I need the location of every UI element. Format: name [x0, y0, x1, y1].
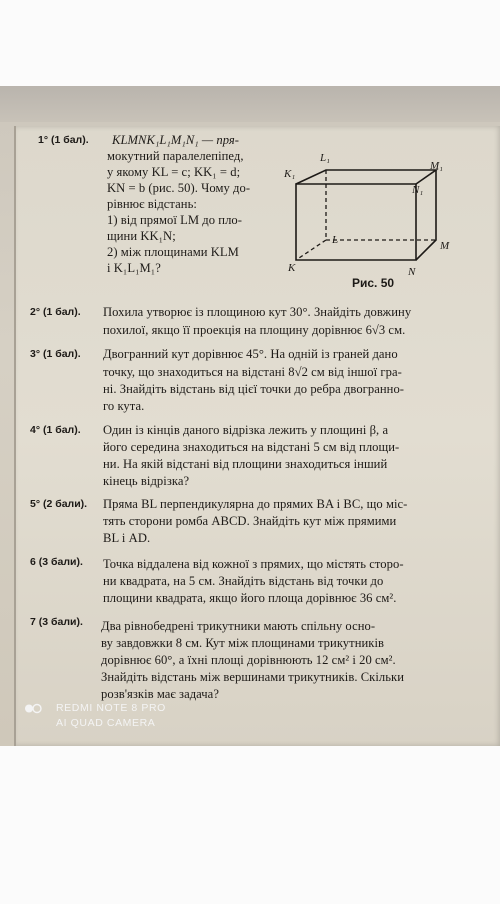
problem-3-line-4: го кута.	[103, 399, 145, 413]
problem-1-line-5: рівнює відстань:	[107, 197, 197, 211]
problem-7-line-5: розв'язків має задача?	[101, 687, 219, 701]
problem-3-line-2: точку, що знаходиться на відстані 8√2 см від іншої гра-	[103, 365, 402, 379]
problem-5-line-3: BL і AD.	[103, 531, 151, 545]
problem-1-line-2: мокутний паралелепіпед,	[107, 149, 244, 163]
problem-6-line-3: площини квадрата, якщо його площа дорівнює 36 см².	[103, 591, 397, 605]
problem-7-line-1: Два рівнобедрені трикутники мають спільну осно-	[101, 619, 376, 633]
figure-label-M: M	[440, 240, 450, 252]
figure-label-L: L	[332, 234, 339, 246]
figure-label-K: K	[288, 262, 296, 274]
problem-1-line-4: KN = b (рис. 50). Чому до-	[107, 181, 251, 195]
figure-label-L1: L₁	[320, 152, 330, 164]
problem-1-line-7: щини KK₁N;	[107, 229, 176, 243]
problem-3-line-3: ні. Знайдіть відстань від цієї точки до ребра двогранно-	[103, 382, 405, 396]
problem-1-line-3: у якому KL = c; KK₁ = d;	[107, 165, 241, 179]
problem-7-line-3: дорівнює 60°, а їхні площі дорівнюють 12 см² і 20 см².	[101, 653, 396, 667]
photo-top-edge	[0, 86, 500, 122]
problem-3-number: 3° (1 бал).	[30, 348, 81, 360]
problem-1-line-1: KLMNK₁L₁M₁N₁ — пря-	[112, 133, 240, 147]
problem-1-line-9: і K₁L₁M₁?	[107, 261, 161, 275]
problem-4-line-3: ни. На якій відстані від площини знаходиться інший	[103, 457, 388, 471]
problem-2-number: 2° (1 бал).	[30, 306, 81, 318]
problem-5-line-2: тять сторони ромба ABCD. Знайдіть кут між прямими	[103, 514, 397, 528]
watermark-line-2: AI QUAD CAMERA	[56, 717, 156, 729]
problem-4-line-4: кінець відрізка?	[103, 474, 190, 488]
watermark-line-1: REDMI NOTE 8 PRO	[56, 702, 166, 714]
problem-4-number: 4° (1 бал).	[30, 424, 81, 436]
problem-5-number: 5° (2 бали).	[30, 498, 88, 510]
problem-1-number: 1° (1 бал).	[38, 134, 89, 146]
problem-6-line-2: ни квадрата, на 5 см. Знайдіть відстань від точки до	[103, 574, 384, 588]
problem-7-line-4: Знайдіть відстань між вершинами трикутників. Скільки	[101, 670, 404, 684]
problem-1-line-6: 1) від прямої LM до пло-	[107, 213, 242, 227]
problem-6-line-1: Точка віддалена від кожної з прямих, що містять сторо-	[103, 557, 404, 571]
photo	[0, 86, 500, 746]
problem-7-line-2: ву завдовжки 8 см. Кут між площинами трикутників	[101, 636, 384, 650]
figure-label-N: N	[408, 266, 416, 278]
problem-5-line-1: Пряма BL перпендикулярна до прямих BA і BC, що міс-	[103, 497, 408, 511]
problem-7-number: 7 (3 бали).	[30, 616, 83, 628]
problem-4-line-2: його середина знаходиться на відстані 5 см від площи-	[103, 440, 400, 454]
problem-6-number: 6 (3 бали).	[30, 556, 83, 568]
dual-camera-icon	[24, 703, 42, 714]
figure-label-K1: K₁	[284, 168, 296, 180]
problem-4-line-1: Один із кінців даного відрізка лежить у площині β, а	[103, 423, 389, 437]
figure-caption: Рис. 50	[352, 276, 395, 290]
camera-watermark	[24, 702, 224, 732]
figure-label-N1: N₁	[412, 184, 424, 196]
problem-1-line-8: 2) між площинами KLM	[107, 245, 239, 259]
problem-2-line-2: похилої, якщо її проекція на площину дорівнює 6√3 см.	[103, 323, 406, 337]
problem-2-line-1: Похила утворює із площиною кут 30°. Знайдіть довжину	[103, 305, 412, 319]
figure-label-M1: M₁	[430, 160, 443, 172]
problem-3-line-1: Двогранний кут дорівнює 45°. На одній із граней дано	[103, 347, 398, 361]
